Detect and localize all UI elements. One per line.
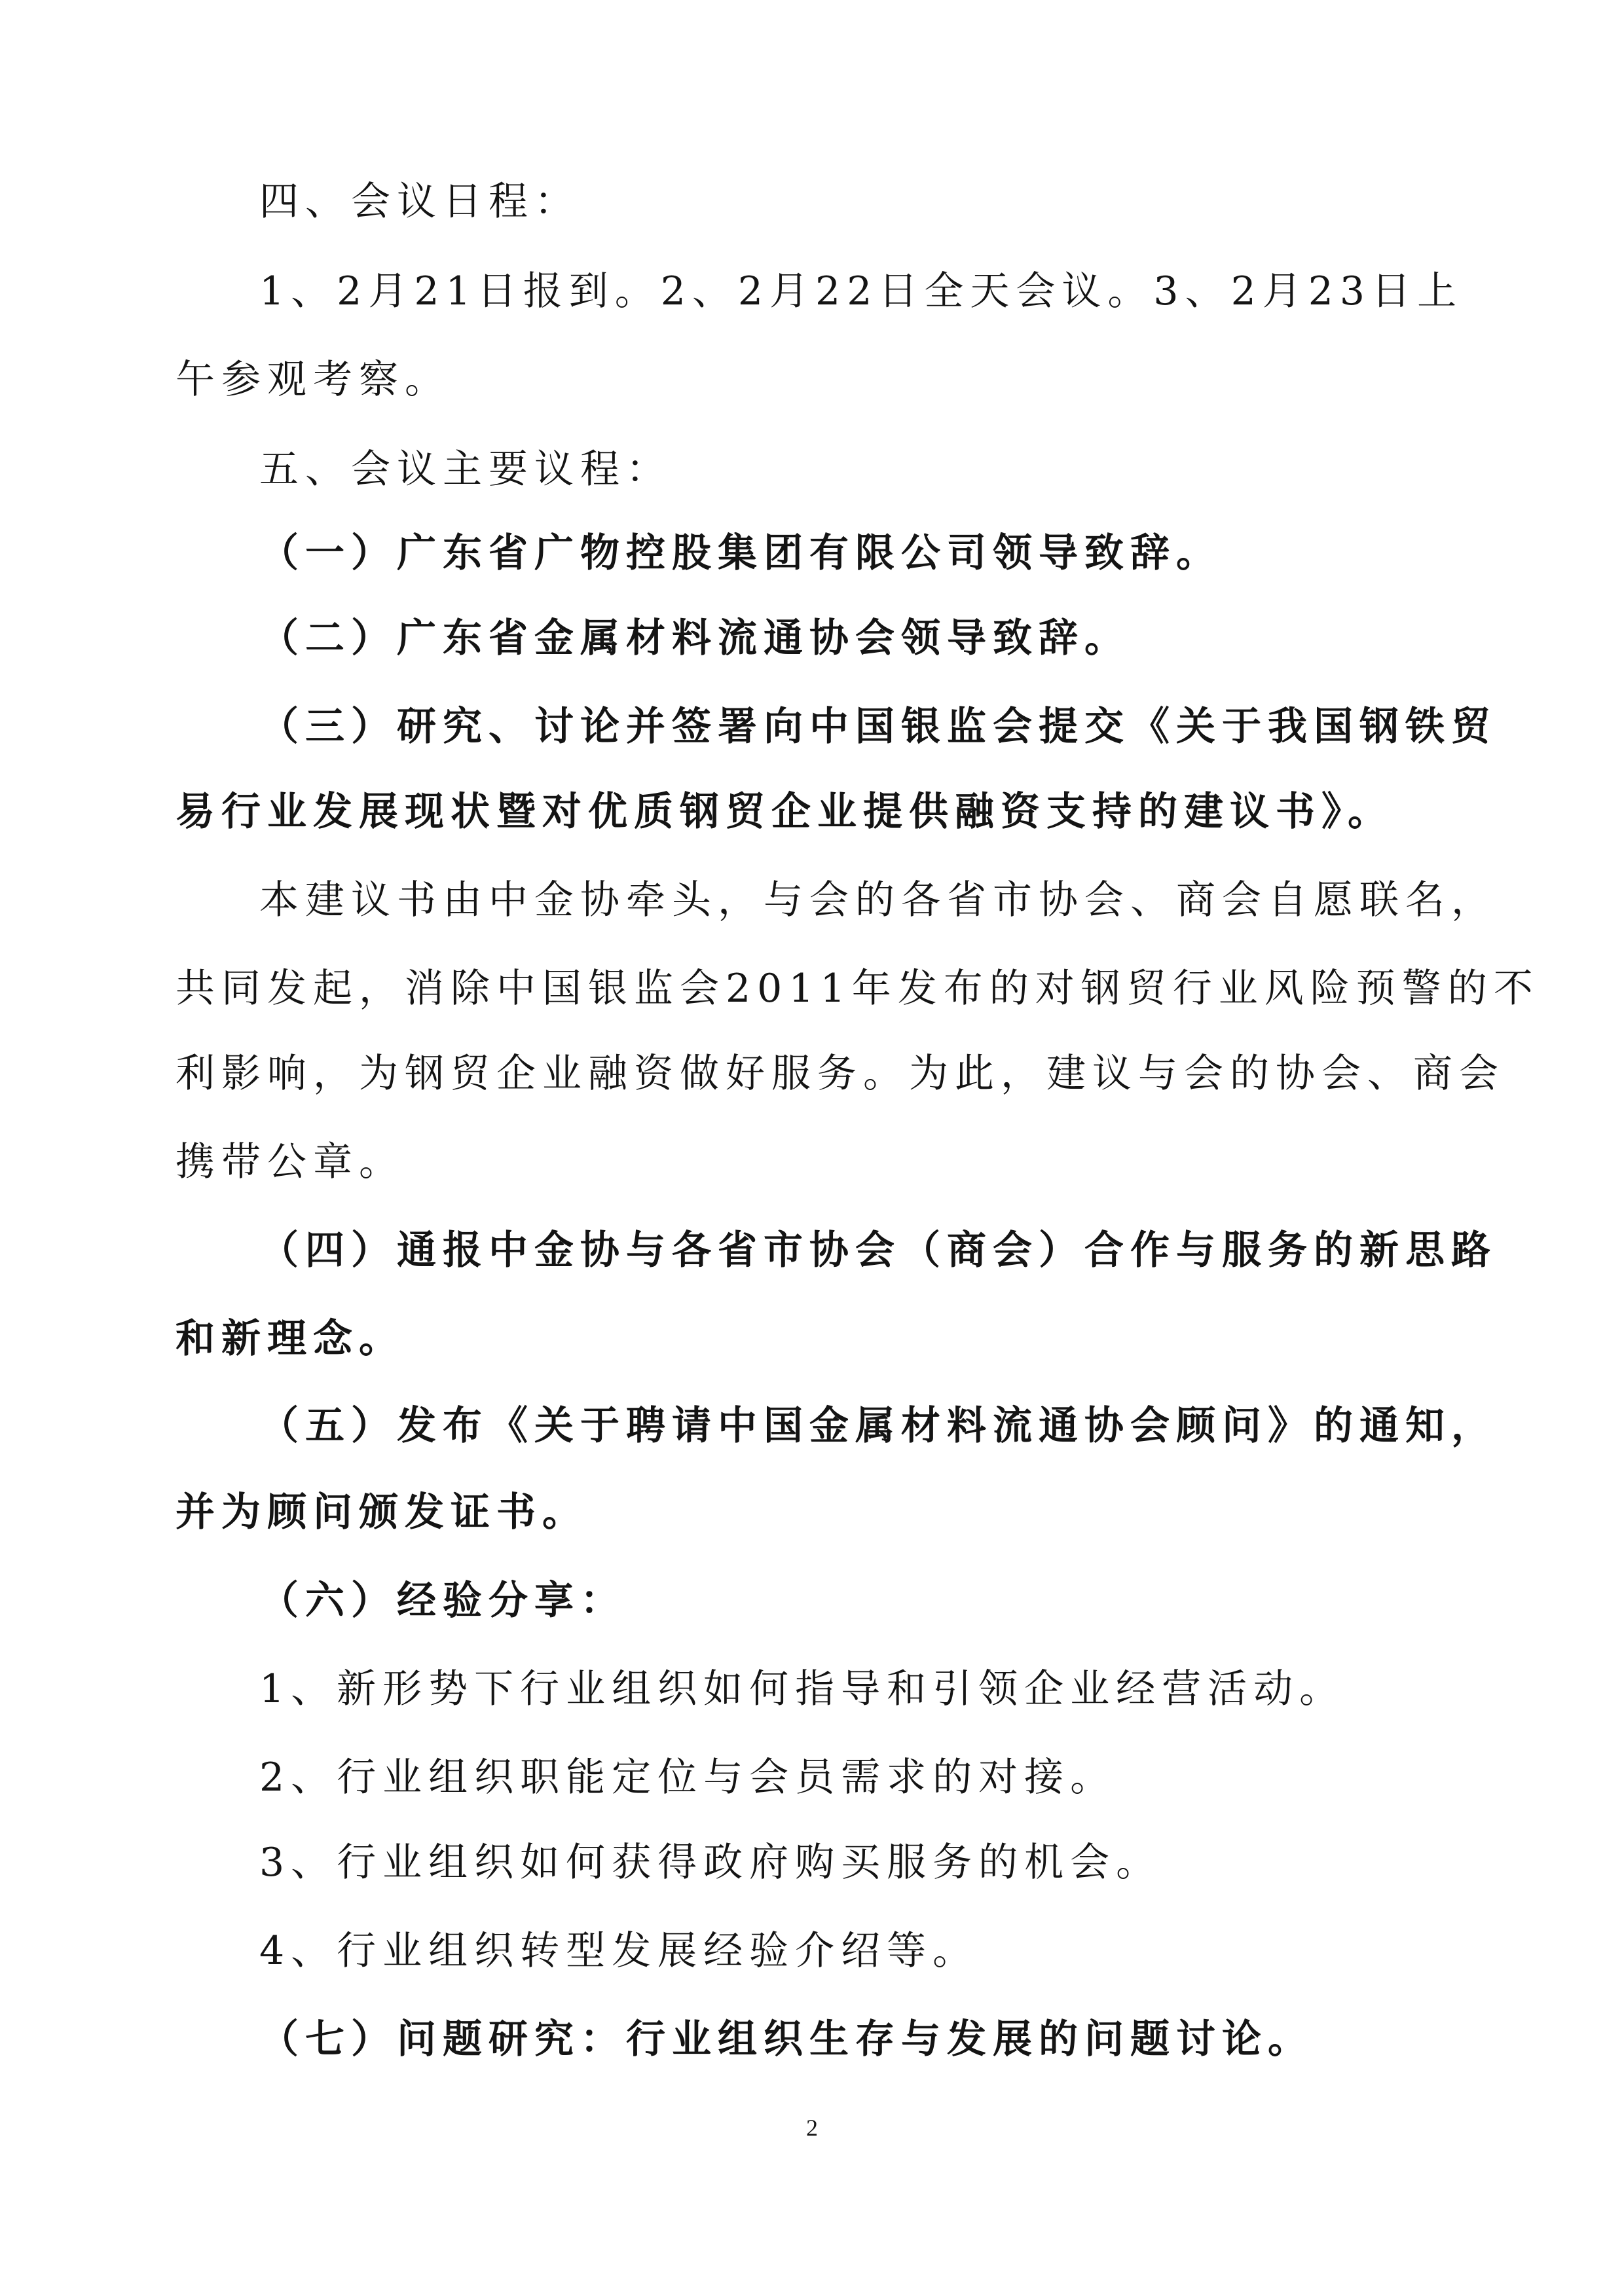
agenda-item-3-line-1: （三）研究、讨论并签署向中国银监会提交《关于我国钢铁贸 [259,704,1497,750]
schedule-item-1: 1、2月21日报到。 [259,268,661,314]
agenda-item-7: （七）问题研究：行业组织生存与发展的问题讨论。 [259,2016,1314,2062]
proposal-paragraph-line-3: 利影响，为钢贸企业融资做好服务。为此，建议与会的协会、商会 [175,1051,1505,1097]
agenda-item-2: （二）广东省金属材料流通协会领导致辞。 [259,615,1130,661]
section-four-heading: 四、会议日程： [259,179,580,225]
agenda-item-4-line-1: （四）通报中金协与各省市协会（商会）合作与服务的新思路 [259,1228,1497,1273]
section-five-heading: 五、会议主要议程： [259,446,672,492]
proposal-paragraph-line-2: 共同发起，消除中国银监会2011年发布的对钢贸行业风险预警的不 [175,966,1540,1011]
schedule-item-2: 2、2月22日全天会议。 [660,268,1154,314]
proposal-paragraph-line-4: 携带公章。 [175,1139,405,1185]
schedule-item-3-end: 午参观考察。 [175,357,451,403]
agenda-item-4-line-2: 和新理念。 [175,1316,405,1362]
experience-share-2: 2、行业组织职能定位与会员需求的对接。 [259,1755,1116,1800]
experience-share-1: 1、新形势下行业组织如何指导和引领企业经营活动。 [259,1666,1346,1712]
proposal-paragraph-line-1: 本建议书由中金协牵头，与会的各省市协会、商会自愿联名， [259,877,1497,923]
agenda-item-6-heading: （六）经验分享： [259,1578,626,1624]
experience-share-4: 4、行业组织转型发展经验介绍等。 [259,1928,979,1974]
schedule-row [259,265,1464,318]
experience-share-3: 3、行业组织如何获得政府购买服务的机会。 [259,1840,1162,1886]
agenda-item-5-line-1: （五）发布《关于聘请中国金属材料流通协会顾问》的通知， [259,1403,1497,1449]
agenda-item-5-line-2: 并为顾问颁发证书。 [175,1489,588,1535]
agenda-item-1: （一）广东省广物控股集团有限公司领导致辞。 [259,530,1222,576]
schedule-item-3-start: 3、2月23日上 [1153,268,1464,314]
page-number: 2 [806,2115,818,2141]
agenda-item-3-line-2: 易行业发展现状暨对优质钢贸企业提供融资支持的建议书》。 [175,789,1393,835]
